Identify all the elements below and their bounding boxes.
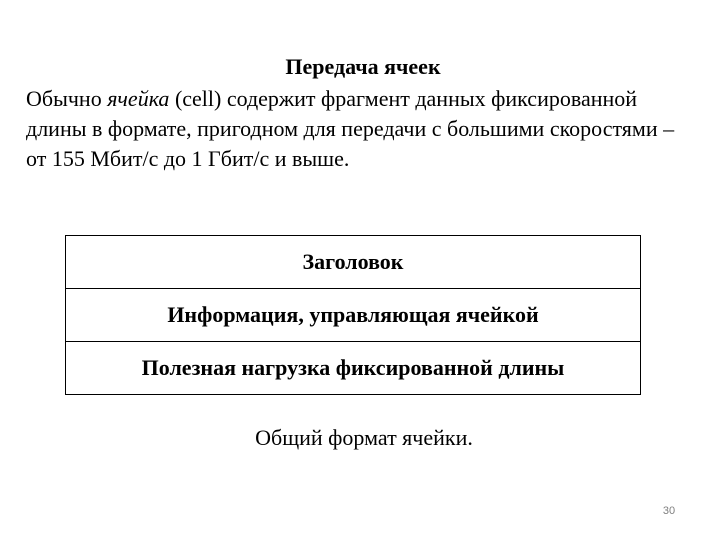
paragraph-rest: (cell) содержит фрагмент данных фиксированной длины в формате, пригодном для передачи с большими скоростями – от 155 Мбит/с до 1 Гбит/с и выше. <box>26 86 675 171</box>
page-number: 30 <box>662 505 676 517</box>
diagram-caption: Общий формат ячейки. <box>255 425 473 450</box>
diagram-row-header: Заголовок <box>66 236 640 289</box>
cell-format-diagram <box>65 235 641 395</box>
body-paragraph <box>26 84 698 174</box>
paragraph-lead: Обычно <box>26 86 108 111</box>
diagram-row-control-info: Информация, управляющая ячейкой <box>66 289 640 342</box>
slide-title: Передача ячеек <box>285 54 441 79</box>
paragraph-term: ячейка <box>107 86 170 111</box>
diagram-row-payload: Полезная нагрузка фиксированной длины <box>141 355 565 380</box>
